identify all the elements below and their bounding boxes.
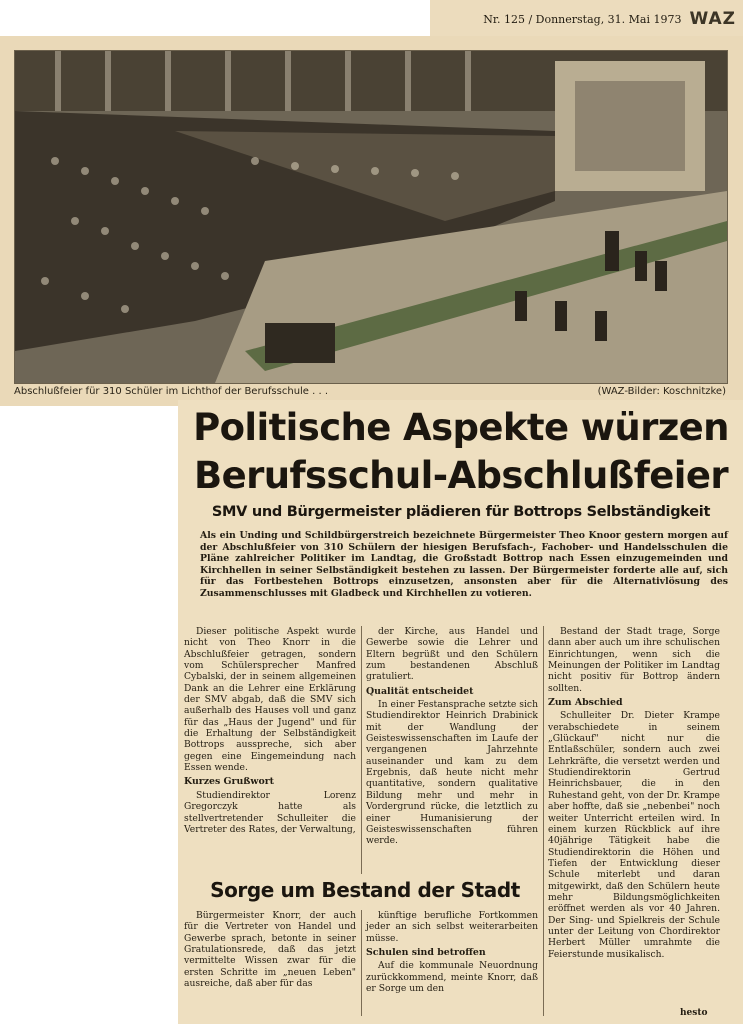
author-signature: hesto xyxy=(680,1008,708,1018)
column-2 xyxy=(366,626,538,847)
issue-line: Nr. 125 / Donnerstag, 31. Mai 1973 xyxy=(483,12,682,26)
column-2-lower xyxy=(366,910,538,994)
lead-paragraph: Als ein Unding und Schildbürgerstreich bezeichnete Bürgermeister Theo Knoor gestern morgen auf der Abschlußfeier von 310 Schülern der hiesigen Berufsfach-, Fachober- und Handelsschulen die Pläne zahlreicher Politiker im Landtag, die Großstadt Bottrop nach Essen einzugemeinden und Kirchhellen in seiner Selbständigkeit bestehen zu lassen. Der Bürgermeister forderte alle auf, sich für das Fortbestehen Bottrops einzusetzen, ansonsten aber für die Alternativlösung des Zusammenschlusses mit Gladbeck und Kirchhellen zu votieren. xyxy=(200,530,728,599)
masthead xyxy=(440,8,736,30)
column-divider xyxy=(361,626,362,874)
newspaper-logo: WAZ xyxy=(689,9,736,29)
paragraph: Studiendirektor Lorenz Gregorczyk hatte als stellvertretender Schulleiter die Vertreter des Rates, der Verwaltung, xyxy=(184,789,356,835)
paragraph: Auf die kommunale Neuordnung zurückkommend, meinte Knorr, daß er Sorge um den xyxy=(366,960,538,995)
paragraph: Bürgermeister Knorr, der auch für die Vertreter von Handel und Gewerbe sprach, betonte in seiner Gratulationsrede, daß das jetzt vermittelte Wissen zwar für die ersten Schritte im „neuen Leben" ausreiche, daß aber für das xyxy=(184,910,356,990)
paragraph: In einer Festansprache setzte sich Studiendirektor Heinrich Drabinick mit der Wandlung der Geisteswissenschaften im Laufe der vergangenen Jahrzehnte auseinander und kam zu dem Ergebnis, daß heute nicht mehr quantitative, sondern qualitative Bildung mehr und mehr in Vordergrund rücke, die letztlich zu einer Humanisierung der Geisteswissenschaften führen werde. xyxy=(366,699,538,847)
paragraph: Dieser politische Aspekt wurde nicht von Theo Knorr in die Abschlußfeier getragen, sondern vom Schülersprecher Manfred Cybalski, der in seinem allgemeinen Dank an die Lehrer eine Erklärung der SMV abgab, daß die SMV sich außerhalb des Hauses voll und ganz für das „Haus der Jugend" und für die Erhaltung der Selbständigkeit Bottrops ausspreche, sich aber gegen eine Eingemeindung nach Essen wende. xyxy=(184,626,356,774)
ceremony-photo xyxy=(14,50,728,384)
section-headline: Sorge um Bestand der Stadt xyxy=(210,878,520,902)
photo-caption-row xyxy=(14,386,726,400)
paragraph: der Kirche, aus Handel und Gewerbe sowie die Lehrer und Eltern begrüßt und den Schülern zum bestandenen Abschluß gratuliert. xyxy=(366,626,538,683)
headline-line-2: Berufsschul-Abschlußfeier xyxy=(194,454,728,497)
headline-line-1: Politische Aspekte würzen xyxy=(193,406,729,449)
column-1-lower xyxy=(184,910,356,989)
subheading: Schulen sind betroffen xyxy=(366,947,486,959)
column-divider xyxy=(361,910,362,1016)
paragraph: Bestand der Stadt trage, Sorge dann aber auch um ihre schulischen Einrichtungen, wenn sich die Meinungen der Politiker im Landtag nicht positiv für Bottrop ändern sollten. xyxy=(548,626,720,694)
photo-credit: (WAZ-Bilder: Koschnitzke) xyxy=(597,386,726,397)
paragraph: künftige berufliche Fortkommen jeder an sich selbst weiterarbeiten müsse. xyxy=(366,910,538,944)
column-3 xyxy=(548,626,720,960)
subheadline: SMV und Bürgermeister plädieren für Bottrops Selbständigkeit xyxy=(211,504,711,520)
paragraph: Schulleiter Dr. Dieter Krampe verabschiedete in seinem „Glückauf" nicht nur die Entlaßschüler, sondern auch zwei Lehrkräfte, die versetzt werden und Studiendirektorin Gertrud Heinrichsbauer, die in den Ruhestand geht, von der Dr. Krampe aber hoffte, daß sie „nebenbei" noch weiter Unterricht erteilen wird. In einem kurzen Rückblick auf ihre 40jährige Tätigkeit habe die Studiendirektorin die Höhen und Tiefen der Entwicklung dieser Schule miterlebt und daran mitgewirkt, daß den Schülern heute mehr Bildungsmöglichkeiten eröffnet werden als vor 40 Jahren. Der Sing- und Spielkreis der Schule unter der Leitung von Chordirektor Herbert Müller umrahmte die Feierstunde musikalisch. xyxy=(548,710,720,960)
subheading: Qualität entscheidet xyxy=(366,685,474,697)
subheading: Zum Abschied xyxy=(548,697,623,709)
column-1 xyxy=(184,626,356,835)
ceremony-hall-image xyxy=(15,51,727,383)
subheading: Kurzes Grußwort xyxy=(184,776,275,788)
column-divider xyxy=(543,626,544,1016)
photo-caption: Abschlußfeier für 310 Schüler im Lichthof der Berufsschule . . . xyxy=(14,386,329,397)
